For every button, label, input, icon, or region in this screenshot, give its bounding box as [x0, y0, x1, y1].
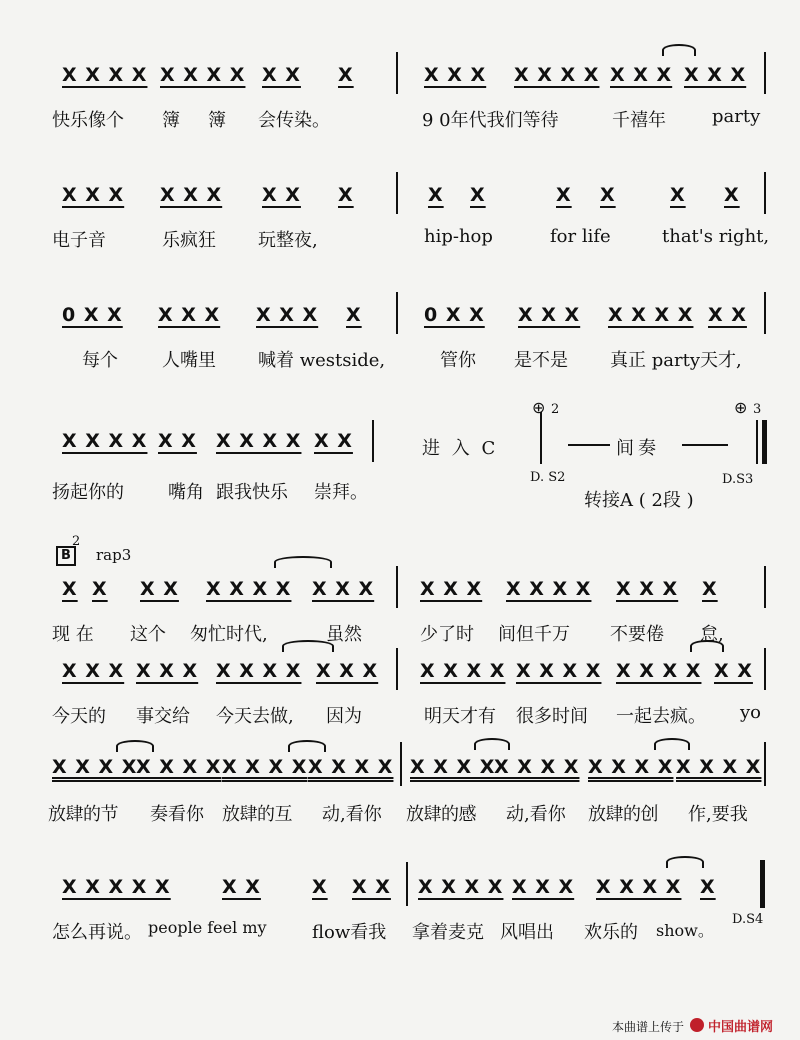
slur	[474, 738, 510, 750]
lyric: 明天才有	[424, 706, 496, 727]
rhythm-group: X	[700, 876, 716, 898]
lyric: 这个	[130, 624, 166, 645]
lyric: 电子音	[52, 230, 106, 251]
lyric: party	[712, 106, 761, 127]
site-logo-icon	[690, 1018, 704, 1032]
lyric: 是不是	[514, 350, 568, 371]
lyric: 动,看你	[322, 804, 382, 825]
rhythm-group: X X X	[312, 578, 375, 600]
lyric: 管你	[440, 350, 476, 371]
rhythm-group: X X X	[424, 64, 487, 86]
barline	[764, 52, 766, 94]
rhythm-group: X X X X	[494, 756, 580, 778]
lyric: that's right,	[662, 226, 770, 247]
lyric: 动,看你	[506, 804, 566, 825]
rhythm-group: X	[346, 304, 362, 326]
rhythm-group: X X	[714, 660, 753, 682]
rhythm-group: X X	[708, 304, 747, 326]
slur	[282, 640, 334, 652]
coda-number: 2	[551, 402, 560, 417]
lyric: 不要倦	[610, 624, 664, 645]
barline	[396, 292, 398, 334]
upload-note: 本曲谱上传于	[612, 1020, 685, 1034]
rhythm-group: X	[428, 184, 444, 206]
rhythm-group: X X X X	[222, 756, 308, 778]
rhythm-group: X X X	[160, 184, 223, 206]
lyric: 放肆的互	[222, 804, 292, 825]
rhythm-group: X X X X X	[62, 876, 171, 898]
rhythm-group: 0 X X	[62, 304, 123, 326]
lyric: show。	[656, 921, 714, 940]
rhythm-group: X X X X	[216, 660, 302, 682]
section-superscript: 2	[72, 534, 81, 549]
barline	[764, 172, 766, 214]
slur	[690, 640, 724, 652]
rhythm-group: X	[556, 184, 572, 206]
lyric: 每个	[82, 350, 118, 371]
ds-marker: D. S2	[530, 470, 566, 485]
rhythm-group: X X	[262, 184, 301, 206]
lyric: for life	[550, 226, 611, 247]
rhythm-group: X X X X	[514, 64, 600, 86]
lyric: 簿	[162, 110, 180, 131]
lyric: 千禧年	[612, 110, 666, 131]
rhythm-group: X X X X	[62, 430, 148, 452]
lyric: 放肆的创	[588, 804, 658, 825]
rap-label: rap3	[96, 546, 132, 564]
slur	[654, 738, 690, 750]
dash-line	[568, 444, 610, 446]
barline	[756, 420, 758, 464]
rhythm-group: X X X X	[596, 876, 682, 898]
dash-line	[682, 444, 728, 446]
lyric: 今天的	[52, 706, 106, 727]
lyric: 真正 party天才,	[610, 350, 742, 371]
lyric: 放肆的感	[406, 804, 476, 825]
slur	[662, 44, 696, 56]
lyric: 很多时间	[516, 706, 588, 727]
slur	[666, 856, 704, 868]
rhythm-group: X X X	[62, 660, 125, 682]
lyric: 间但千万	[498, 624, 570, 645]
rhythm-group: X X X X	[62, 64, 148, 86]
lyric: 簿	[208, 110, 226, 131]
barline	[540, 412, 542, 464]
lyric: 怎么再说。	[52, 922, 142, 943]
rhythm-group: X X X X	[676, 756, 762, 778]
rhythm-group: X X	[314, 430, 353, 452]
rhythm-group: X	[92, 578, 108, 600]
rhythm-group: X X X	[256, 304, 319, 326]
lyric: 一起去疯。	[616, 706, 706, 727]
rhythm-group: X X X X	[206, 578, 292, 600]
ds-marker: D.S4	[732, 912, 764, 927]
rhythm-group: X	[62, 578, 78, 600]
rhythm-group: X X	[352, 876, 391, 898]
lyric: 快乐像个	[52, 110, 124, 131]
barline	[396, 566, 398, 608]
slur	[288, 740, 326, 752]
rhythm-group: X X X	[62, 184, 125, 206]
lyric: 玩整夜,	[258, 230, 318, 251]
rhythm-group: X X X X	[136, 756, 222, 778]
lyric: yo	[740, 702, 762, 723]
rhythm-group: X X X X	[420, 660, 506, 682]
lyric: 拿着麦克	[412, 922, 484, 943]
lyric: 崇拜。	[314, 482, 368, 503]
lyric: 9 0年代我们等待	[422, 110, 559, 131]
rhythm-group: X X	[158, 430, 197, 452]
interlude-label: 间奏	[616, 438, 660, 459]
lyric: 放肆的节	[48, 804, 118, 825]
rhythm-group: X X X	[512, 876, 575, 898]
barline	[396, 648, 398, 690]
lyric: 嘴角	[168, 482, 204, 503]
enter-c-label: 进 入 C	[422, 438, 499, 459]
barline	[372, 420, 374, 462]
barline	[406, 862, 408, 906]
rhythm-group: X X X X	[516, 660, 602, 682]
barline	[396, 172, 398, 214]
rhythm-group: X	[600, 184, 616, 206]
ds-marker: D.S3	[722, 472, 754, 487]
barline	[764, 566, 766, 608]
barline	[400, 742, 402, 786]
rhythm-group: X X X	[158, 304, 221, 326]
barline	[764, 742, 766, 786]
rhythm-group: X X X X	[160, 64, 246, 86]
rhythm-group: X X X	[610, 64, 673, 86]
rhythm-group: X X	[262, 64, 301, 86]
rhythm-group: X	[338, 184, 354, 206]
rhythm-group: X X X X	[506, 578, 592, 600]
rhythm-group: 0 X X	[424, 304, 485, 326]
lyric: 人嘴里	[162, 350, 216, 371]
lyric: 欢乐的	[584, 922, 638, 943]
rhythm-group: X X X	[616, 578, 679, 600]
rhythm-group: X X X	[518, 304, 581, 326]
barline	[764, 648, 766, 690]
barline	[396, 52, 398, 94]
lyric: 跟我快乐	[216, 482, 288, 503]
barline	[764, 292, 766, 334]
rhythm-group: X X X X	[588, 756, 674, 778]
rhythm-group: X X X X	[52, 756, 138, 778]
lyric: 少了时	[420, 624, 474, 645]
rhythm-group: X	[670, 184, 686, 206]
lyric: 现 在	[52, 624, 94, 645]
coda-icon: ⊕	[532, 398, 546, 417]
lyric: 因为	[326, 706, 362, 727]
rhythm-group: X X	[222, 876, 261, 898]
rhythm-group: X X X	[316, 660, 379, 682]
rhythm-group: X X	[140, 578, 179, 600]
lyric: 今天去做,	[216, 706, 294, 727]
coda-number: 3	[753, 402, 762, 417]
lyric: flow看我	[312, 922, 387, 943]
rhythm-group: X X X X	[308, 756, 394, 778]
rhythm-group: X	[338, 64, 354, 86]
lyric: 扬起你的	[52, 482, 124, 503]
lyric: 作,要我	[688, 804, 748, 825]
rhythm-group: X X X	[684, 64, 747, 86]
rhythm-group: X X X X	[616, 660, 702, 682]
rhythm-group: X X X X	[608, 304, 694, 326]
coda-icon: ⊕	[734, 398, 748, 417]
lyric: 事交给	[136, 706, 190, 727]
transfer-label: 转接A ( 2段 )	[584, 490, 694, 511]
rhythm-group: X X X	[420, 578, 483, 600]
final-barline	[762, 420, 767, 464]
rhythm-group: X	[312, 876, 328, 898]
slur	[274, 556, 332, 568]
section-b-mark: B	[56, 546, 76, 566]
lyric: 奏看你	[150, 804, 204, 825]
slur	[116, 740, 154, 752]
final-barline	[760, 860, 765, 908]
site-brand[interactable]: 中国曲谱网	[708, 1020, 774, 1035]
rhythm-group: X	[702, 578, 718, 600]
lyric: 怠,	[700, 624, 724, 645]
lyric: 乐疯狂	[162, 230, 216, 251]
lyric: 风唱出	[500, 922, 554, 943]
lyric: 匆忙时代,	[190, 624, 268, 645]
rhythm-group: X X X X	[410, 756, 496, 778]
lyric: hip-hop	[424, 226, 493, 247]
rhythm-group: X X X	[136, 660, 199, 682]
rhythm-group: X	[470, 184, 486, 206]
lyric: 虽然	[326, 624, 362, 645]
rhythm-group: X X X X	[216, 430, 302, 452]
lyric: 喊着 westside,	[258, 350, 386, 371]
lyric: 会传染。	[258, 110, 330, 131]
rhythm-group: X X X X	[418, 876, 504, 898]
rhythm-group: X	[724, 184, 740, 206]
lyric: people feel my	[148, 918, 267, 937]
